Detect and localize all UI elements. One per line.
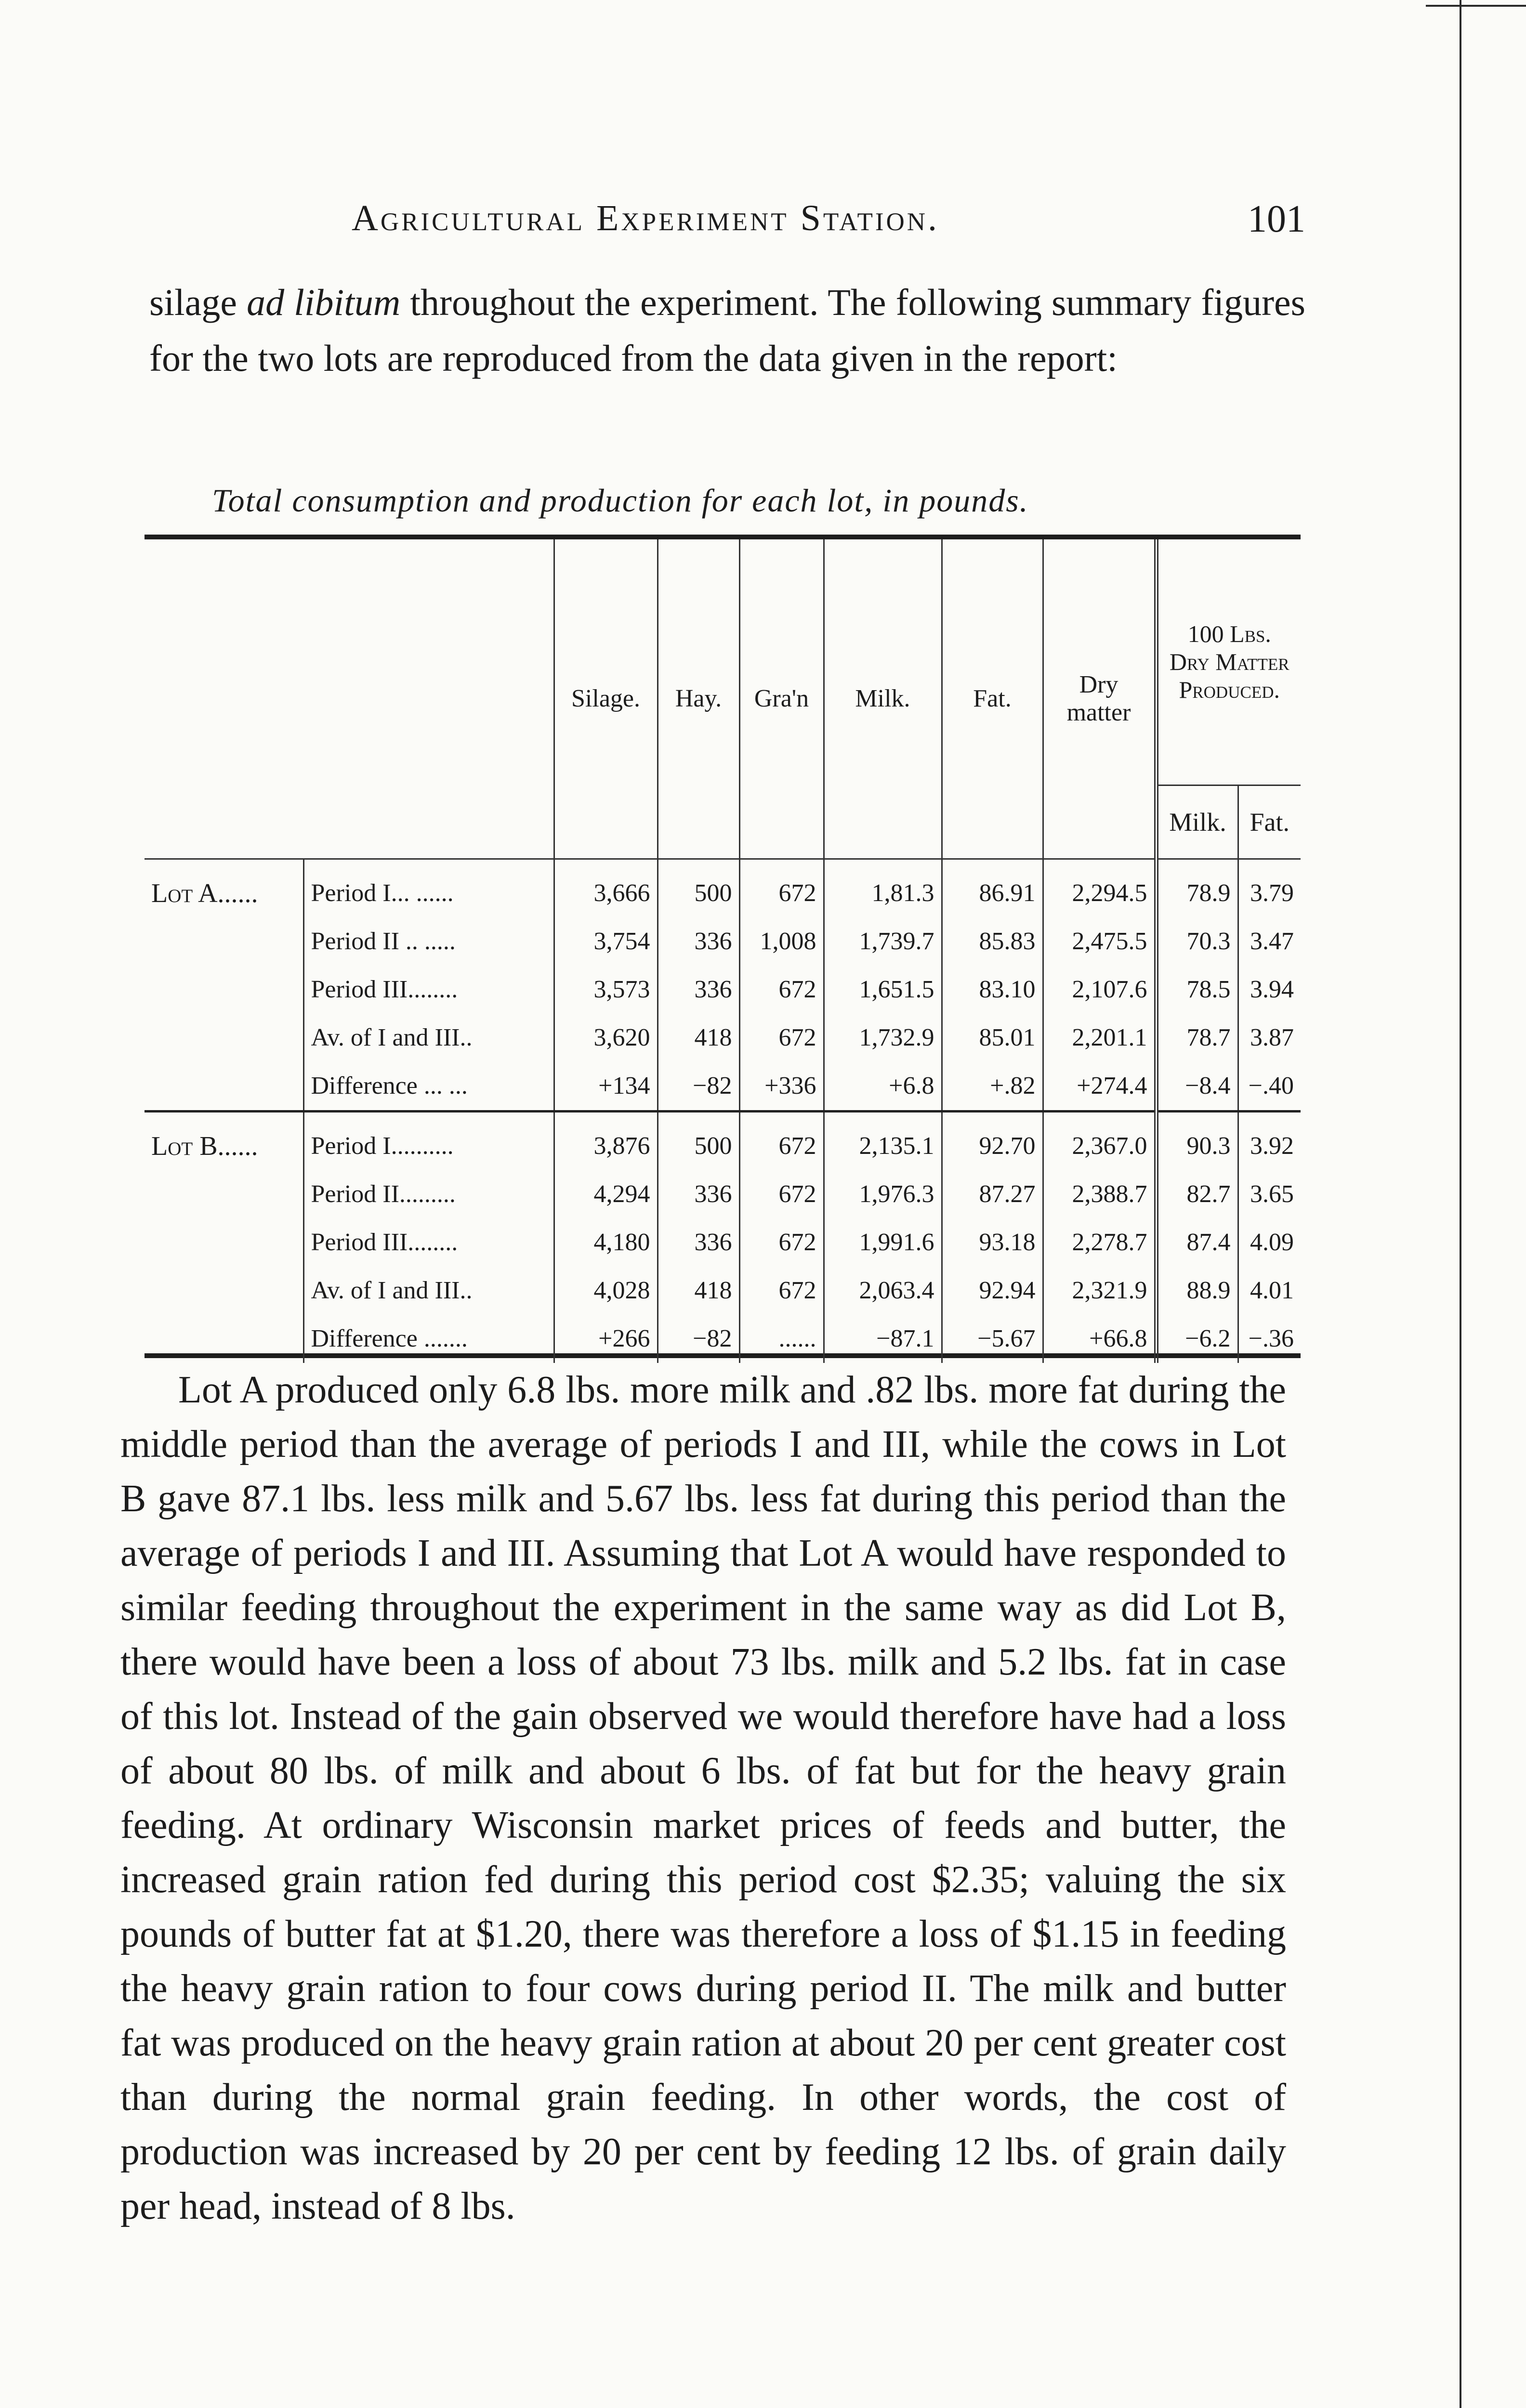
cell-grain: 672 xyxy=(739,1014,824,1062)
lot-label xyxy=(145,1014,303,1062)
period-label: Difference ....... xyxy=(303,1315,554,1363)
cell-silage: 3,666 xyxy=(554,859,658,917)
cell-silage: 4,180 xyxy=(554,1218,658,1267)
table-row xyxy=(145,1062,1301,1112)
col-group-per-100-lbs: 100 Lbs. Dry Matter Produced. xyxy=(1156,539,1301,785)
cell-fat-per-100: 3.87 xyxy=(1238,1014,1301,1062)
cell-milk-per-100: 78.5 xyxy=(1156,966,1238,1014)
cell-milk: 1,976.3 xyxy=(824,1170,942,1218)
col-header-milk: Milk. xyxy=(824,539,942,859)
lot-label xyxy=(145,1218,303,1267)
cell-dry-matter: +274.4 xyxy=(1043,1062,1156,1112)
cell-dry-matter: 2,294.5 xyxy=(1043,859,1156,917)
lot-label: Lot B...... xyxy=(145,1111,303,1170)
cell-milk: 1,81.3 xyxy=(824,859,942,917)
header-blank-lot xyxy=(145,539,303,859)
cell-milk-per-100: 78.9 xyxy=(1156,859,1238,917)
cell-milk-per-100: −6.2 xyxy=(1156,1315,1238,1363)
table-row xyxy=(145,859,1301,917)
cell-silage: 3,754 xyxy=(554,917,658,966)
cell-grain: 672 xyxy=(739,1218,824,1267)
period-label: Period III........ xyxy=(303,1218,554,1267)
table-row xyxy=(145,966,1301,1014)
cell-dry-matter: 2,107.6 xyxy=(1043,966,1156,1014)
cell-fat: +.82 xyxy=(942,1062,1043,1112)
cell-fat-per-100: 3.47 xyxy=(1238,917,1301,966)
period-label: Av. of I and III.. xyxy=(303,1014,554,1062)
cell-fat: 87.27 xyxy=(942,1170,1043,1218)
cell-milk: +6.8 xyxy=(824,1062,942,1112)
cell-milk: −87.1 xyxy=(824,1315,942,1363)
body-text xyxy=(120,1363,1286,2234)
cell-silage: 3,620 xyxy=(554,1014,658,1062)
cell-dry-matter: 2,278.7 xyxy=(1043,1218,1156,1267)
lot-label: Lot A...... xyxy=(145,859,303,917)
cell-grain: 672 xyxy=(739,859,824,917)
cell-milk: 1,991.6 xyxy=(824,1218,942,1267)
intro-text-start: silage xyxy=(149,281,247,323)
cell-dry-matter: +66.8 xyxy=(1043,1315,1156,1363)
table-row xyxy=(145,917,1301,966)
col-header-milk-per-100: Milk. xyxy=(1156,785,1238,859)
table-body xyxy=(145,859,1301,1363)
cell-fat: 83.10 xyxy=(942,966,1043,1014)
cell-fat-per-100: 3.79 xyxy=(1238,859,1301,917)
body-paragraph: Lot A produced only 6.8 lbs. more milk and .82 lbs. more fat during the middle period than the average of periods I and III, while the cows in Lot B gave 87.1 lbs. less milk and 5.67 lbs. less fat during this period than the average of periods I and III. Assuming that Lot A would have responded to similar feeding throughout the experiment in the same way as did Lot B, there would have been a loss of about 73 lbs. milk and 5.2 lbs. fat in case of this lot. Instead of the gain observed we would therefore have had a loss of about 80 lbs. of milk and about 6 lbs. of fat but for the heavy grain feeding. At ordinary Wisconsin market prices of feeds and butter, the increased grain ration fed during this period cost $2.35; valuing the six pounds of butter fat at $1.20, there was therefore a loss of $1.15 in feeding the heavy grain ration to four cows during period II. The milk and butter fat was produced on the heavy grain ration at about 20 per cent greater cost than during the normal grain feeding. In other words, the cost of production was increased by 20 per cent by feeding 12 lbs. of grain daily per head, instead of 8 lbs. xyxy=(120,1369,1286,2227)
cell-milk: 1,739.7 xyxy=(824,917,942,966)
period-label: Period I... ...... xyxy=(303,859,554,917)
col-header-dry-matter: Dry matter xyxy=(1043,539,1156,859)
cell-milk: 1,651.5 xyxy=(824,966,942,1014)
period-label: Period II......... xyxy=(303,1170,554,1218)
col-header-grain: Gra'n xyxy=(739,539,824,859)
cell-hay: 418 xyxy=(658,1014,739,1062)
cell-grain: ...... xyxy=(739,1315,824,1363)
cell-fat: 85.01 xyxy=(942,1014,1043,1062)
cell-milk-per-100: −8.4 xyxy=(1156,1062,1238,1112)
cell-silage: 3,876 xyxy=(554,1111,658,1170)
cell-milk: 2,135.1 xyxy=(824,1111,942,1170)
cell-milk-per-100: 70.3 xyxy=(1156,917,1238,966)
cell-milk-per-100: 87.4 xyxy=(1156,1218,1238,1267)
cell-grain: 672 xyxy=(739,1170,824,1218)
cell-fat-per-100: −.40 xyxy=(1238,1062,1301,1112)
col-header-silage: Silage. xyxy=(554,539,658,859)
page-edge-tick xyxy=(1426,5,1526,7)
period-label: Av. of I and III.. xyxy=(303,1267,554,1315)
cell-grain: 672 xyxy=(739,966,824,1014)
period-label: Difference ... ... xyxy=(303,1062,554,1112)
period-label: Period II .. ..... xyxy=(303,917,554,966)
table-caption: Total consumption and production for each lot, in pounds. xyxy=(212,482,1029,519)
cell-fat: −5.67 xyxy=(942,1315,1043,1363)
cell-fat: 85.83 xyxy=(942,917,1043,966)
intro-italic-term: ad libitum xyxy=(247,281,401,323)
cell-milk: 1,732.9 xyxy=(824,1014,942,1062)
cell-silage: 3,573 xyxy=(554,966,658,1014)
cell-dry-matter: 2,367.0 xyxy=(1043,1111,1156,1170)
table-row xyxy=(145,1170,1301,1218)
cell-dry-matter: 2,388.7 xyxy=(1043,1170,1156,1218)
table-row xyxy=(145,1315,1301,1363)
cell-hay: −82 xyxy=(658,1315,739,1363)
cell-dry-matter: 2,475.5 xyxy=(1043,917,1156,966)
cell-silage: 4,028 xyxy=(554,1267,658,1315)
running-header xyxy=(352,197,1305,255)
cell-fat: 92.94 xyxy=(942,1267,1043,1315)
cell-hay: 336 xyxy=(658,1218,739,1267)
cell-milk-per-100: 90.3 xyxy=(1156,1111,1238,1170)
lot-label xyxy=(145,1315,303,1363)
cell-hay: −82 xyxy=(658,1062,739,1112)
cell-fat: 86.91 xyxy=(942,859,1043,917)
cell-hay: 500 xyxy=(658,859,739,917)
cell-fat: 92.70 xyxy=(942,1111,1043,1170)
page-number: 101 xyxy=(1248,198,1305,240)
intro-text-end: throughout the experiment. The following summary figures for the two lots are reproduced from the data given in the report: xyxy=(149,281,1306,379)
cell-fat-per-100: 3.94 xyxy=(1238,966,1301,1014)
cell-dry-matter: 2,201.1 xyxy=(1043,1014,1156,1062)
col-header-hay: Hay. xyxy=(658,539,739,859)
period-label: Period I.......... xyxy=(303,1111,554,1170)
cell-fat-per-100: 3.92 xyxy=(1238,1111,1301,1170)
cell-hay: 418 xyxy=(658,1267,739,1315)
cell-grain: 672 xyxy=(739,1267,824,1315)
col-header-fat-per-100: Fat. xyxy=(1238,785,1301,859)
cell-silage: +266 xyxy=(554,1315,658,1363)
cell-milk-per-100: 82.7 xyxy=(1156,1170,1238,1218)
cell-milk-per-100: 78.7 xyxy=(1156,1014,1238,1062)
cell-dry-matter: 2,321.9 xyxy=(1043,1267,1156,1315)
table-row xyxy=(145,1014,1301,1062)
cell-hay: 336 xyxy=(658,917,739,966)
cell-milk: 2,063.4 xyxy=(824,1267,942,1315)
cell-fat-per-100: −.36 xyxy=(1238,1315,1301,1363)
cell-hay: 336 xyxy=(658,966,739,1014)
cell-fat: 93.18 xyxy=(942,1218,1043,1267)
cell-grain: +336 xyxy=(739,1062,824,1112)
cell-milk-per-100: 88.9 xyxy=(1156,1267,1238,1315)
running-title: Agricultural Experiment Station. xyxy=(352,198,940,238)
col-header-fat: Fat. xyxy=(942,539,1043,859)
cell-fat-per-100: 4.01 xyxy=(1238,1267,1301,1315)
table-row xyxy=(145,1111,1301,1170)
cell-fat-per-100: 3.65 xyxy=(1238,1170,1301,1218)
table-row xyxy=(145,1267,1301,1315)
page-edge-line xyxy=(1460,0,1461,2408)
period-label: Period III........ xyxy=(303,966,554,1014)
lot-label xyxy=(145,1170,303,1218)
cell-silage: +134 xyxy=(554,1062,658,1112)
lot-label xyxy=(145,1062,303,1112)
header-blank-period xyxy=(303,539,554,859)
cell-hay: 336 xyxy=(658,1170,739,1218)
intro-paragraph xyxy=(149,275,1305,386)
lot-label xyxy=(145,1267,303,1315)
cell-hay: 500 xyxy=(658,1111,739,1170)
lot-label xyxy=(145,917,303,966)
cell-silage: 4,294 xyxy=(554,1170,658,1218)
lot-label xyxy=(145,966,303,1014)
cell-grain: 672 xyxy=(739,1111,824,1170)
cell-fat-per-100: 4.09 xyxy=(1238,1218,1301,1267)
cell-grain: 1,008 xyxy=(739,917,824,966)
table-row xyxy=(145,1218,1301,1267)
consumption-table xyxy=(145,535,1301,1358)
